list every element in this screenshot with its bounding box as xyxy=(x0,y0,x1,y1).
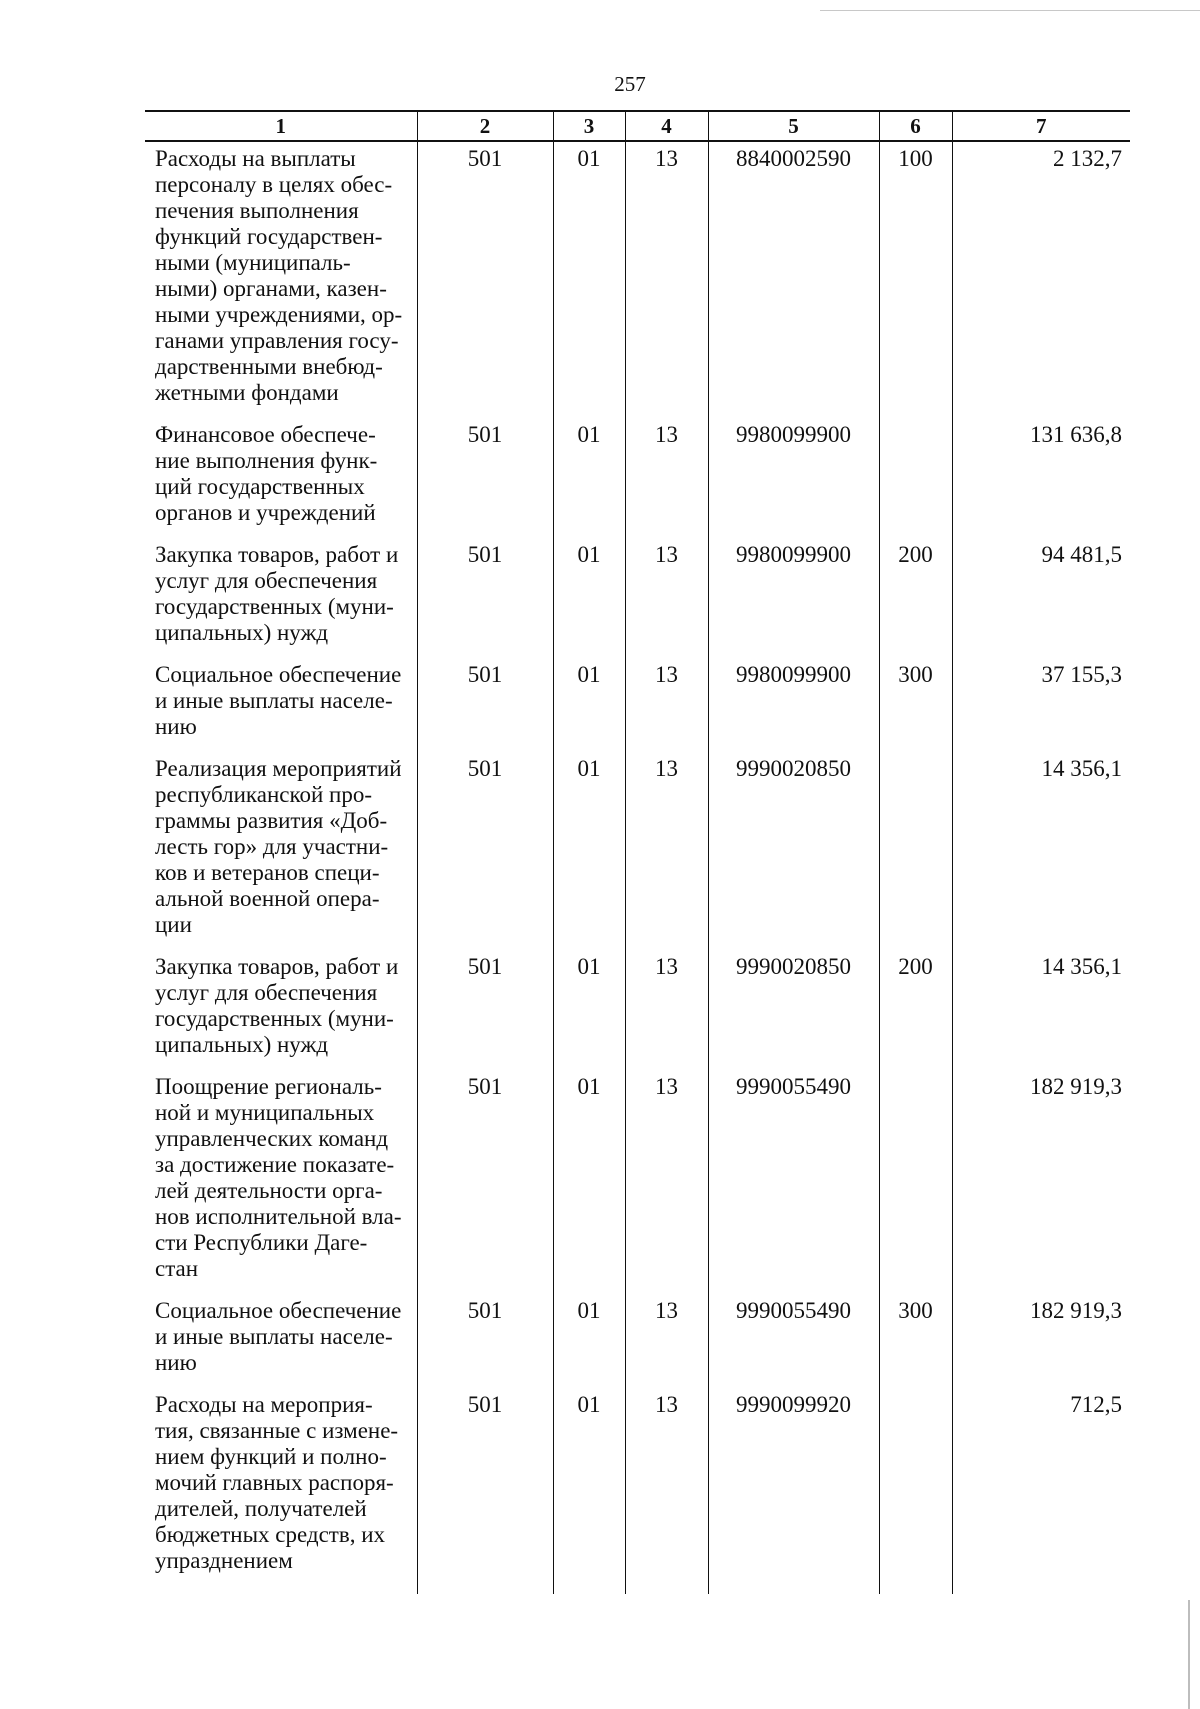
row-code-5: 8840002590 xyxy=(708,141,879,418)
row-name: Социальное обеспечение и иные выплаты населе-нию xyxy=(155,1298,402,1375)
row-code-4: 13 xyxy=(625,1294,708,1388)
row-code-5: 9990020850 xyxy=(708,752,879,950)
page-number: 257 xyxy=(614,72,646,96)
table-row xyxy=(145,1294,1130,1388)
row-code-6 xyxy=(879,1388,952,1594)
row-code-4: 13 xyxy=(625,141,708,418)
row-amount: 94 481,5 xyxy=(952,538,1130,658)
row-code-2: 501 xyxy=(417,752,553,950)
row-code-2: 501 xyxy=(417,1294,553,1388)
row-code-6 xyxy=(879,1070,952,1294)
table-row xyxy=(145,141,1130,418)
row-amount: 14 356,1 xyxy=(952,950,1130,1070)
row-code-4: 13 xyxy=(625,1070,708,1294)
row-name: Расходы на выплаты персоналу в целях обес-печения выполнения функций государствен-ными (муниципаль-ными) органами, казен-ными учреждениями, ор-ганами управления госу-дарственными внебюд-жетными фондами xyxy=(155,146,403,405)
table-row xyxy=(145,950,1130,1070)
row-code-5: 9980099900 xyxy=(708,658,879,752)
row-code-3: 01 xyxy=(553,752,625,950)
row-code-6: 200 xyxy=(879,538,952,658)
row-code-5: 9980099900 xyxy=(708,418,879,538)
scan-edge-line-right xyxy=(1188,1600,1190,1709)
row-code-3: 01 xyxy=(553,1388,625,1594)
row-code-2: 501 xyxy=(417,418,553,538)
row-code-5: 9990020850 xyxy=(708,950,879,1070)
row-name: Поощрение региональ-ной и муниципальных управленческих команд за достижение показате-лей деятельности орга-нов исполнительной вла-сти Республики Даге-стан xyxy=(155,1074,402,1281)
row-code-4: 13 xyxy=(625,418,708,538)
row-code-3: 01 xyxy=(553,141,625,418)
row-code-5: 9990055490 xyxy=(708,1294,879,1388)
column-header-4: 4 xyxy=(625,111,708,141)
scan-edge-line-top xyxy=(820,10,1200,11)
row-code-4: 13 xyxy=(625,752,708,950)
row-code-2: 501 xyxy=(417,658,553,752)
table-row xyxy=(145,538,1130,658)
row-code-2: 501 xyxy=(417,141,553,418)
row-code-4: 13 xyxy=(625,658,708,752)
column-header-3: 3 xyxy=(553,111,625,141)
row-code-6 xyxy=(879,418,952,538)
row-name: Финансовое обеспече-ние выполнения функ-ций государственных органов и учреждений xyxy=(155,422,378,525)
column-header-7: 7 xyxy=(952,111,1130,141)
row-name: Закупка товаров, работ и услуг для обеспечения государственных (муни-ципальных) нужд xyxy=(155,542,399,645)
row-code-3: 01 xyxy=(553,658,625,752)
column-header-1: 1 xyxy=(145,111,417,141)
row-name: Социальное обеспечение и иные выплаты населе-нию xyxy=(155,662,402,739)
row-code-3: 01 xyxy=(553,1070,625,1294)
row-code-4: 13 xyxy=(625,1388,708,1594)
table-row xyxy=(145,418,1130,538)
row-code-3: 01 xyxy=(553,538,625,658)
table-row xyxy=(145,1070,1130,1294)
table-row xyxy=(145,1388,1130,1594)
table-row xyxy=(145,658,1130,752)
column-header-2: 2 xyxy=(417,111,553,141)
row-name: Расходы на мероприя-тия, связанные с измене-нием функций и полно-мочий главных распоря-дителей, получателей бюджетных средств, их упразднением xyxy=(155,1392,399,1573)
row-code-6 xyxy=(879,752,952,950)
row-code-6: 300 xyxy=(879,1294,952,1388)
row-code-3: 01 xyxy=(553,950,625,1070)
column-header-5: 5 xyxy=(708,111,879,141)
row-amount: 14 356,1 xyxy=(952,752,1130,950)
row-name: Закупка товаров, работ и услуг для обеспечения государственных (муни-ципальных) нужд xyxy=(155,954,399,1057)
row-code-3: 01 xyxy=(553,1294,625,1388)
budget-table xyxy=(145,110,1130,1594)
row-amount: 37 155,3 xyxy=(952,658,1130,752)
row-code-2: 501 xyxy=(417,950,553,1070)
row-code-2: 501 xyxy=(417,538,553,658)
row-code-6: 300 xyxy=(879,658,952,752)
row-code-6: 200 xyxy=(879,950,952,1070)
row-code-2: 501 xyxy=(417,1388,553,1594)
table-row xyxy=(145,752,1130,950)
row-code-6: 100 xyxy=(879,141,952,418)
row-code-4: 13 xyxy=(625,950,708,1070)
row-name: Реализация мероприятий республиканской про-граммы развития «Доб-лесть гор» для участни-ков и ветеранов специ-альной военной опера-ции xyxy=(155,756,402,937)
row-code-5: 9990055490 xyxy=(708,1070,879,1294)
row-code-5: 9980099900 xyxy=(708,538,879,658)
row-amount: 182 919,3 xyxy=(952,1070,1130,1294)
row-code-2: 501 xyxy=(417,1070,553,1294)
row-code-4: 13 xyxy=(625,538,708,658)
row-amount: 182 919,3 xyxy=(952,1294,1130,1388)
row-code-3: 01 xyxy=(553,418,625,538)
row-amount: 712,5 xyxy=(952,1388,1130,1594)
column-header-6: 6 xyxy=(879,111,952,141)
row-amount: 2 132,7 xyxy=(952,141,1130,418)
table-header-row xyxy=(145,111,1130,141)
row-code-5: 9990099920 xyxy=(708,1388,879,1594)
row-amount: 131 636,8 xyxy=(952,418,1130,538)
